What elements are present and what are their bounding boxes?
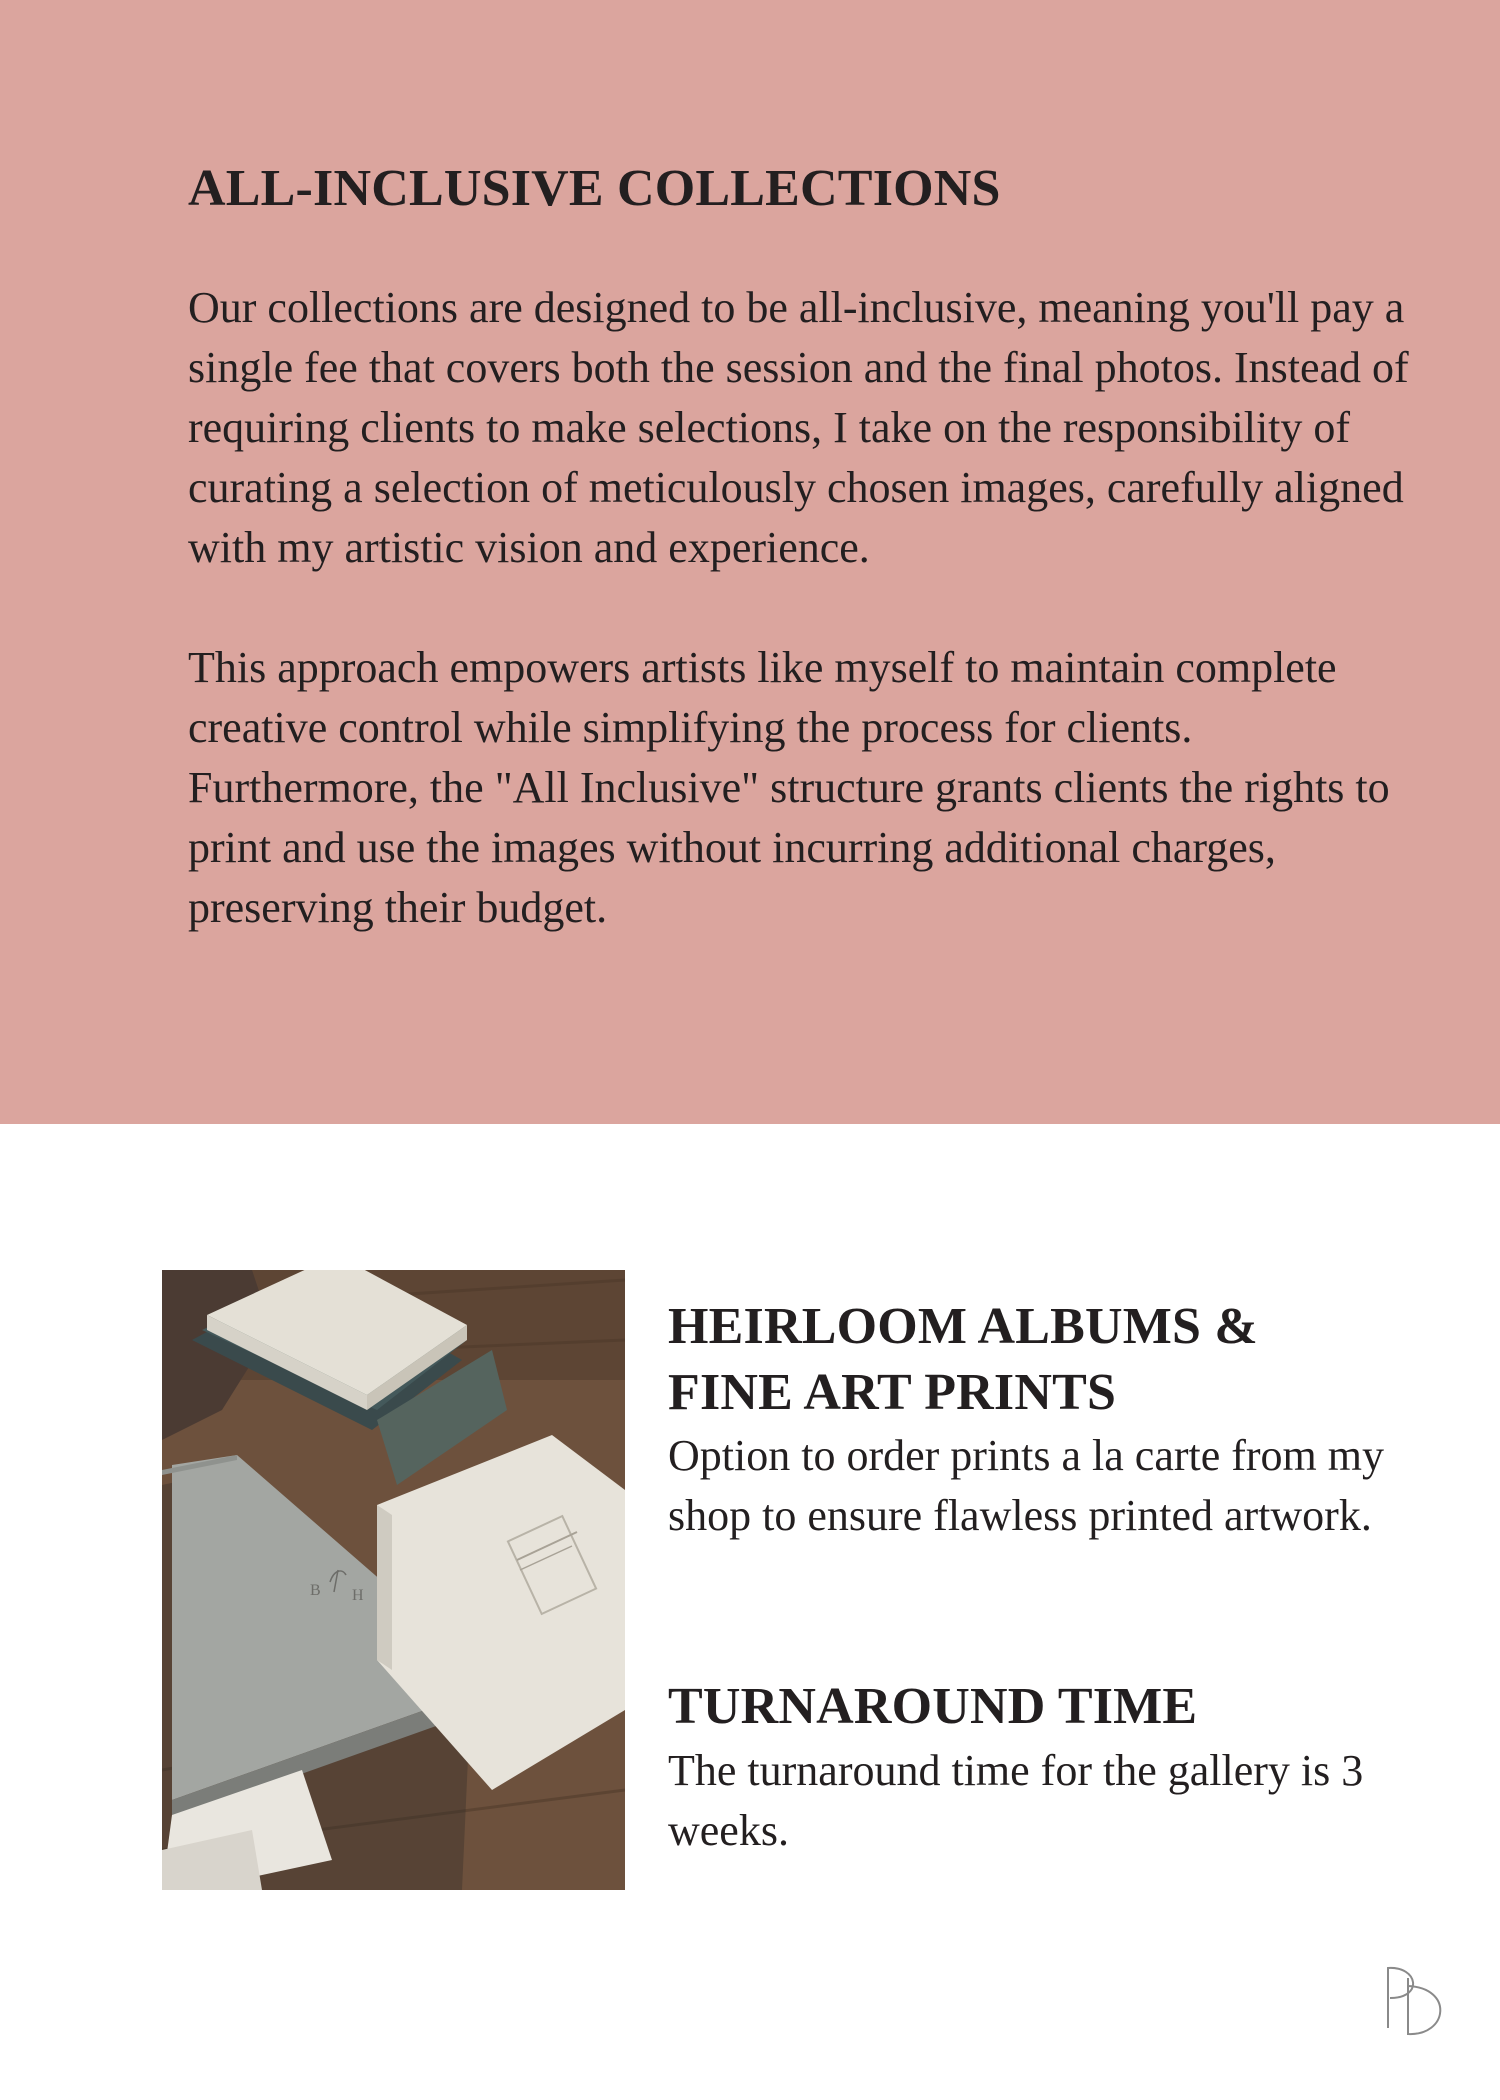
albums-text: Option to order prints a la carte from my shop to ensure flawless printed artwork. <box>668 1431 1385 1540</box>
section-title: ALL-INCLUSIVE COLLECTIONS <box>188 160 1001 217</box>
albums-photo <box>162 1270 625 1890</box>
brand-logo-icon <box>1378 1958 1458 2038</box>
albums-photo-illustration <box>162 1270 625 1890</box>
turnaround-title: TURNAROUND TIME <box>668 1678 1198 1735</box>
albums-title <box>668 1294 1408 1426</box>
turnaround-block <box>668 1675 1408 1861</box>
albums-title-line-1: HEIRLOOM ALBUMS & <box>668 1298 1258 1355</box>
monogram-b: B <box>310 1582 321 1599</box>
intro-paragraph-2: This approach empowers artists like myself to maintain complete creative control while simplifying the process for clients. Furthermore, the "All Inclusive" structure grants clients the rights to print and use the images without incurring additional charges, preserving their budget. <box>188 643 1390 932</box>
turnaround-text: The turnaround time for the gallery is 3 weeks. <box>668 1746 1364 1855</box>
monogram-h: H <box>352 1587 364 1604</box>
intro-paragraph-1: Our collections are designed to be all-inclusive, meaning you'll pay a single fee that covers both the session and the final photos. Instead of requiring clients to make selections, I take on the responsibility of curating a selection of meticulously chosen images, carefully aligned with my artistic vision and experience. <box>188 283 1409 572</box>
intro-text <box>188 278 1418 938</box>
albums-block <box>668 1294 1408 1546</box>
albums-title-line-2: FINE ART PRINTS <box>668 1364 1117 1421</box>
